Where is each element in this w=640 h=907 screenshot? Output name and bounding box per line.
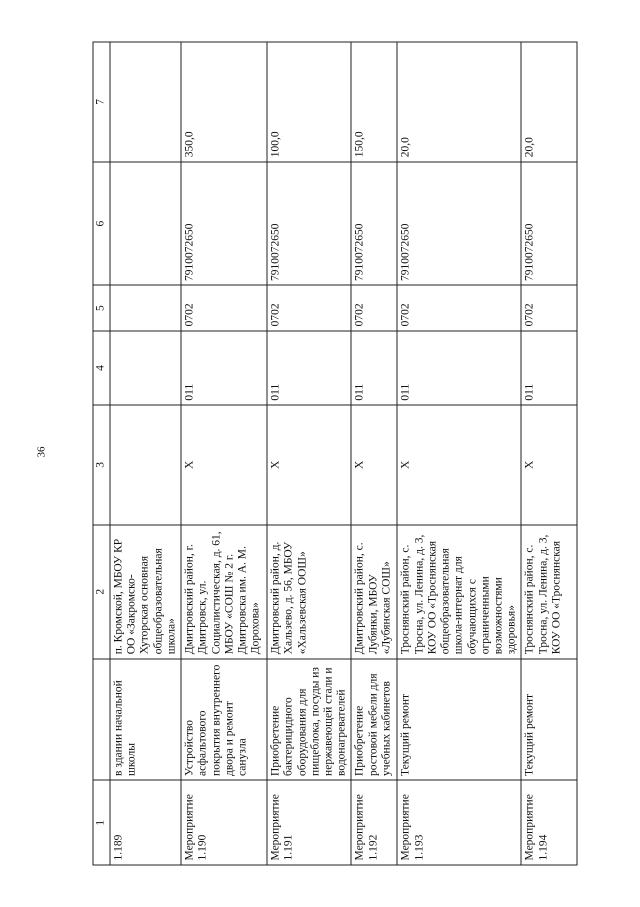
event-id-cell: Мероприятие 1.190 xyxy=(181,780,267,865)
col4-cell: 011 xyxy=(397,331,521,405)
event-description-cell: Приобретение ростовой мебели для учебных кабинетов xyxy=(351,659,397,781)
header-cell: 4 xyxy=(93,331,110,405)
header-cell: 7 xyxy=(93,42,110,162)
event-location-cell: Дмитровский район, д. Хальзево, д. 56, МБОУ «Хальзевская ООШ» xyxy=(267,525,351,659)
page-number: 36 xyxy=(35,446,48,458)
event-location-cell: Дмитровский район, г. Дмитровск, ул. Социалистическая, д. 61, МБОУ «СОШ № 2 г. Дмитровска им. А. М. Дорохова» xyxy=(181,525,267,659)
col5-cell: 0702 xyxy=(267,285,351,330)
col7-cell xyxy=(110,42,181,162)
header-cell xyxy=(93,659,110,781)
event-location-cell: Троснянский район, с. Тросна, ул. Ленина, д. 3, КОУ ОО «Троснянская xyxy=(521,525,577,659)
col7-cell: 350,0 xyxy=(181,42,267,162)
table-row xyxy=(267,42,351,865)
header-cell: 5 xyxy=(93,285,110,330)
col6-cell: 7910072650 xyxy=(267,162,351,286)
col3-cell: Х xyxy=(397,405,521,525)
event-id-cell: Мероприятие 1.193 xyxy=(397,780,521,865)
event-id-cell: Мероприятие 1.194 xyxy=(521,780,577,865)
col4-cell: 011 xyxy=(181,331,267,405)
table-row xyxy=(521,42,577,865)
col7-cell: 20,0 xyxy=(521,42,577,162)
col7-cell: 100,0 xyxy=(267,42,351,162)
col6-cell: 7910072650 xyxy=(397,162,521,286)
header-cell: 3 xyxy=(93,405,110,525)
col7-cell: 20,0 xyxy=(397,42,521,162)
header-cell: 1 xyxy=(93,780,110,865)
rotated-table-wrapper xyxy=(93,42,563,866)
col3-cell: Х xyxy=(267,405,351,525)
event-description-cell: Устройство асфальтового покрытия внутреннего двора и ремонт санузла xyxy=(181,659,267,781)
header-row xyxy=(93,42,110,865)
col4-cell: 011 xyxy=(521,331,577,405)
table-row xyxy=(397,42,521,865)
col4-cell: 011 xyxy=(351,331,397,405)
event-location-cell: п. Кромской, МБОУ КР ОО «Закромско-Хуторская основная общеобразовательная школа» xyxy=(110,525,181,659)
event-description-cell: Приобретение бактерицидного оборудования для пищеблока, посуды из нержавеющей стали и водонагревателей xyxy=(267,659,351,781)
header-cell: 2 xyxy=(93,525,110,659)
col6-cell xyxy=(110,162,181,286)
event-description-cell: Текущий ремонт xyxy=(397,659,521,781)
col6-cell: 7910072650 xyxy=(521,162,577,286)
table-row xyxy=(181,42,267,865)
event-id-cell: Мероприятие 1.192 xyxy=(351,780,397,865)
event-id-cell: Мероприятие 1.191 xyxy=(267,780,351,865)
col5-cell: 0702 xyxy=(351,285,397,330)
col3-cell: Х xyxy=(521,405,577,525)
col4-cell: 011 xyxy=(267,331,351,405)
header-cell: 6 xyxy=(93,162,110,286)
col5-cell: 0702 xyxy=(181,285,267,330)
col6-cell: 7910072650 xyxy=(351,162,397,286)
col6-cell: 7910072650 xyxy=(181,162,267,286)
col5-cell: 0702 xyxy=(397,285,521,330)
event-id-cell: 1.189 xyxy=(110,780,181,865)
table-row xyxy=(351,42,397,865)
event-description-cell: в здании начальной школы xyxy=(110,659,181,781)
event-location-cell: Троснянский район, с. Тросна, ул. Ленина, д. 3, КОУ ОО «Троснянская общеобразовательная школа-интернат для обучающихся с ограниченными возможностями здоровья» xyxy=(397,525,521,659)
event-location-cell: Дмитровский район, с. Лубянки, МБОУ «Лубянская СОШ» xyxy=(351,525,397,659)
col3-cell xyxy=(110,405,181,525)
table-row xyxy=(110,42,181,865)
col5-cell: 0702 xyxy=(521,285,577,330)
budget-table xyxy=(93,42,578,866)
col7-cell: 150,0 xyxy=(351,42,397,162)
col3-cell: Х xyxy=(351,405,397,525)
col4-cell xyxy=(110,331,181,405)
col3-cell: Х xyxy=(181,405,267,525)
col5-cell xyxy=(110,285,181,330)
event-description-cell: Текущий ремонт xyxy=(521,659,577,781)
